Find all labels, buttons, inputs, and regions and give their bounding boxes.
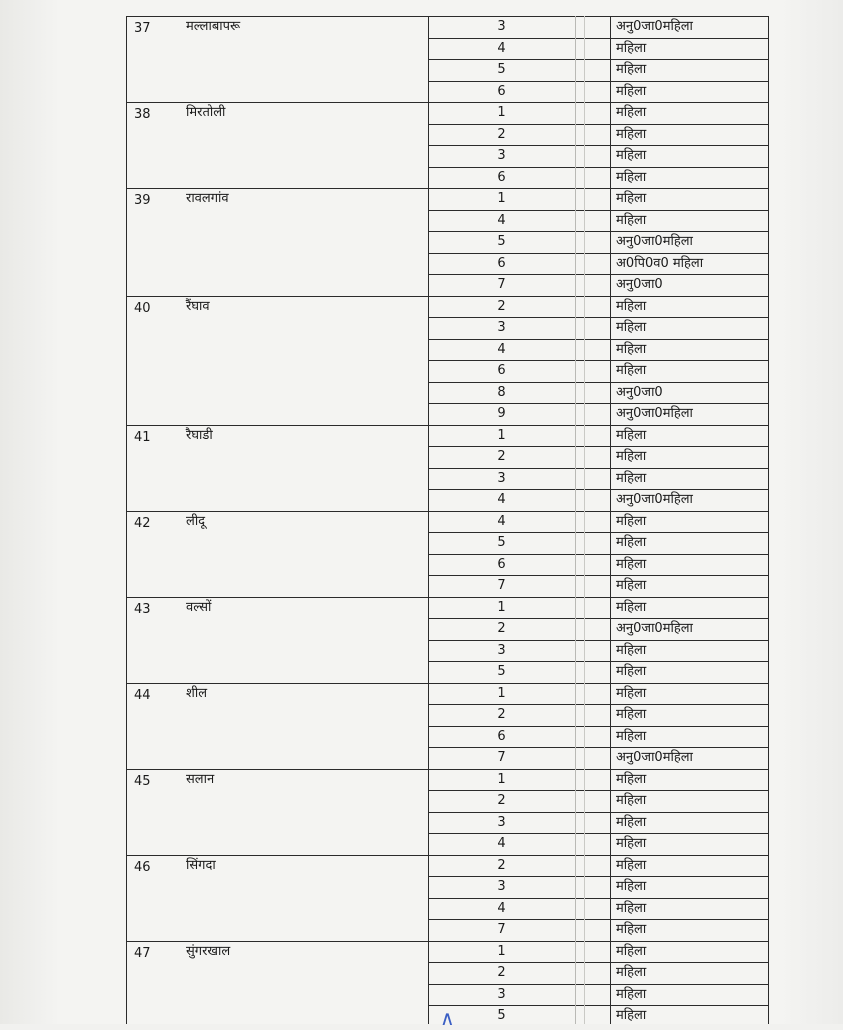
ward-number: 2 — [497, 965, 506, 980]
reservation-category: महिला — [616, 126, 647, 142]
ward-number: 4 — [497, 513, 506, 529]
serial-number: 39 — [134, 193, 151, 208]
ward-number: 3 — [497, 814, 506, 830]
ward-number: 5 — [497, 1008, 506, 1023]
ward-row-border — [428, 253, 769, 254]
ward-number: 1 — [497, 943, 506, 959]
ward-number: 2 — [497, 621, 506, 636]
reservation-category: महिला — [616, 513, 647, 529]
reservation-category: महिला — [616, 83, 647, 99]
ward-number: 1 — [497, 105, 506, 120]
ward-number: 2 — [497, 707, 506, 722]
serial-number: 45 — [134, 773, 151, 789]
serial-number: 37 — [134, 21, 151, 36]
reservation-category: अनु0जा0महिला — [616, 492, 693, 507]
group-top-border — [126, 941, 769, 942]
reservation-category: महिला — [616, 470, 647, 486]
ward-row-border — [428, 876, 769, 877]
reservation-category: अनु0जा0महिला — [616, 234, 693, 249]
ward-row-border — [428, 833, 769, 834]
reservation-category: अनु0जा0 — [616, 384, 663, 400]
col-right-border — [768, 16, 769, 1024]
ward-number: 9 — [497, 406, 506, 421]
reservation-category: अ0पि0व0 महिला — [616, 255, 704, 271]
ward-number: 1 — [497, 427, 506, 443]
reservation-category: महिला — [616, 212, 647, 228]
reservation-category: महिला — [616, 771, 647, 787]
ward-row-border — [428, 919, 769, 920]
ward-row-border — [428, 382, 769, 383]
serial-number: 38 — [134, 107, 151, 122]
ward-row-border — [428, 554, 769, 555]
ward-number: 5 — [497, 62, 506, 77]
faint-col-line — [584, 16, 585, 1024]
village-name: मल्लाबापरू — [186, 19, 241, 34]
col-left-border — [126, 16, 127, 1024]
reservation-category: महिला — [616, 793, 647, 808]
ward-number: 6 — [497, 728, 506, 744]
village-name: लीदू — [186, 513, 206, 529]
ward-number: 6 — [497, 169, 506, 185]
reservation-category: महिला — [616, 814, 647, 830]
ward-row-border — [428, 661, 769, 662]
reservation-category: महिला — [616, 728, 647, 744]
ward-number: 7 — [497, 578, 506, 593]
reservation-category: अनु0जा0महिला — [616, 406, 693, 421]
ward-number: 2 — [497, 298, 506, 314]
ward-row-border — [428, 532, 769, 533]
reservation-category: महिला — [616, 642, 647, 658]
ward-number: 1 — [497, 599, 506, 615]
ward-row-border — [428, 726, 769, 727]
ward-number: 1 — [497, 685, 506, 701]
reservation-category: महिला — [616, 341, 647, 357]
reservation-category: महिला — [616, 169, 647, 185]
col-village-right-border — [428, 16, 429, 1024]
reservation-category: महिला — [616, 1008, 647, 1023]
ward-number: 4 — [497, 212, 506, 228]
ward-number: 3 — [497, 470, 506, 486]
ward-number: 4 — [497, 900, 506, 916]
group-top-border — [126, 683, 769, 684]
ward-row-border — [428, 790, 769, 791]
ward-number: 4 — [497, 341, 506, 357]
serial-number: 47 — [134, 945, 151, 961]
ward-number: 1 — [497, 771, 506, 787]
reservation-category: अनु0जा0महिला — [616, 621, 693, 636]
village-name: वल्सों — [186, 599, 212, 615]
reservation-category: महिला — [616, 535, 647, 550]
serial-number: 42 — [134, 515, 151, 531]
ward-number: 3 — [497, 19, 506, 34]
ward-row-border — [428, 575, 769, 576]
reservation-category: महिला — [616, 599, 647, 615]
reservation-category: महिला — [616, 298, 647, 314]
ward-number: 5 — [497, 234, 506, 249]
ward-row-border — [428, 59, 769, 60]
ward-number: 2 — [497, 449, 506, 464]
ward-number: 8 — [497, 384, 506, 400]
ward-number: 2 — [497, 793, 506, 808]
ward-number: 3 — [497, 879, 506, 894]
reservation-category: महिला — [616, 556, 647, 572]
village-name: शील — [186, 685, 208, 701]
village-name: सुंगरखाल — [186, 943, 231, 959]
ward-number: 6 — [497, 255, 506, 271]
village-name: रावलगांव — [186, 191, 229, 206]
reservation-category: महिला — [616, 191, 647, 206]
ward-row-border — [428, 339, 769, 340]
reservation-category: महिला — [616, 685, 647, 701]
reservation-category: महिला — [616, 965, 647, 980]
ward-row-border — [428, 403, 769, 404]
ward-number: 2 — [497, 857, 506, 873]
ward-row-border — [428, 640, 769, 641]
serial-number: 40 — [134, 300, 151, 316]
ward-number: 6 — [497, 556, 506, 572]
ward-row-border — [428, 618, 769, 619]
reservation-category: महिला — [616, 664, 647, 679]
group-top-border — [126, 511, 769, 512]
village-name: सिंगदा — [186, 857, 216, 873]
ward-number: 7 — [497, 750, 506, 765]
ward-number: 4 — [497, 492, 506, 507]
signature-mark: ∧ — [440, 1006, 455, 1030]
reservation-category: महिला — [616, 148, 647, 163]
reservation-category: महिला — [616, 578, 647, 593]
ward-row-border — [428, 210, 769, 211]
ward-number: 5 — [497, 664, 506, 679]
ward-number: 7 — [497, 922, 506, 937]
village-name: मिरतोली — [186, 105, 226, 120]
ward-row-border — [428, 231, 769, 232]
reservation-category: महिला — [616, 363, 647, 378]
ward-number: 7 — [497, 277, 506, 292]
ward-number: 3 — [497, 986, 506, 1002]
ward-row-border — [428, 38, 769, 39]
ward-row-border — [428, 812, 769, 813]
serial-number: 46 — [134, 859, 151, 875]
ward-row-border — [428, 124, 769, 125]
ward-row-border — [428, 145, 769, 146]
village-name: सलान — [186, 771, 215, 787]
faint-col-line — [575, 16, 576, 1024]
reservation-category: महिला — [616, 707, 647, 722]
reservation-category: महिला — [616, 836, 647, 851]
ward-number: 6 — [497, 363, 506, 378]
reservation-category: अनु0जा0 — [616, 277, 663, 292]
ward-number: 3 — [497, 642, 506, 658]
reservation-category: महिला — [616, 62, 647, 77]
group-top-border — [126, 296, 769, 297]
group-top-border — [126, 769, 769, 770]
serial-number: 43 — [134, 601, 151, 617]
serial-number: 41 — [134, 429, 151, 445]
ward-row-border — [428, 360, 769, 361]
reservation-category: महिला — [616, 879, 647, 894]
reservation-category: महिला — [616, 320, 647, 335]
reservation-category: महिला — [616, 857, 647, 873]
ward-row-border — [428, 317, 769, 318]
reservation-category: महिला — [616, 449, 647, 464]
ward-number: 4 — [497, 836, 506, 851]
serial-number: 44 — [134, 687, 151, 703]
ward-row-border — [428, 468, 769, 469]
reservation-category: महिला — [616, 922, 647, 937]
ward-row-border — [428, 167, 769, 168]
group-top-border — [126, 16, 769, 17]
reservation-category: महिला — [616, 40, 647, 56]
ward-row-border — [428, 489, 769, 490]
ward-row-border — [428, 747, 769, 748]
group-top-border — [126, 188, 769, 189]
village-name: रैघाडी — [186, 427, 213, 443]
ward-number: 3 — [497, 148, 506, 163]
village-name: रैंघाव — [186, 298, 210, 314]
group-top-border — [126, 425, 769, 426]
ward-row-border — [428, 1005, 769, 1006]
ward-number: 1 — [497, 191, 506, 206]
ward-row-border — [428, 984, 769, 985]
ward-row-border — [428, 704, 769, 705]
group-top-border — [126, 102, 769, 103]
reservation-category: अनु0जा0महिला — [616, 750, 693, 765]
reservation-category: महिला — [616, 986, 647, 1002]
reservation-category: महिला — [616, 427, 647, 443]
reservation-category: महिला — [616, 943, 647, 959]
ward-number: 3 — [497, 320, 506, 335]
ward-row-border — [428, 446, 769, 447]
reservation-category: अनु0जा0महिला — [616, 19, 693, 34]
ward-number: 6 — [497, 83, 506, 99]
ward-number: 5 — [497, 535, 506, 550]
group-top-border — [126, 597, 769, 598]
ward-row-border — [428, 962, 769, 963]
reservation-category: महिला — [616, 105, 647, 120]
group-top-border — [126, 855, 769, 856]
col-number-right-border — [610, 16, 611, 1024]
reservation-category: महिला — [616, 900, 647, 916]
ward-row-border — [428, 81, 769, 82]
ward-row-border — [428, 274, 769, 275]
ward-number: 2 — [497, 126, 506, 142]
ward-row-border — [428, 898, 769, 899]
ward-number: 4 — [497, 40, 506, 56]
